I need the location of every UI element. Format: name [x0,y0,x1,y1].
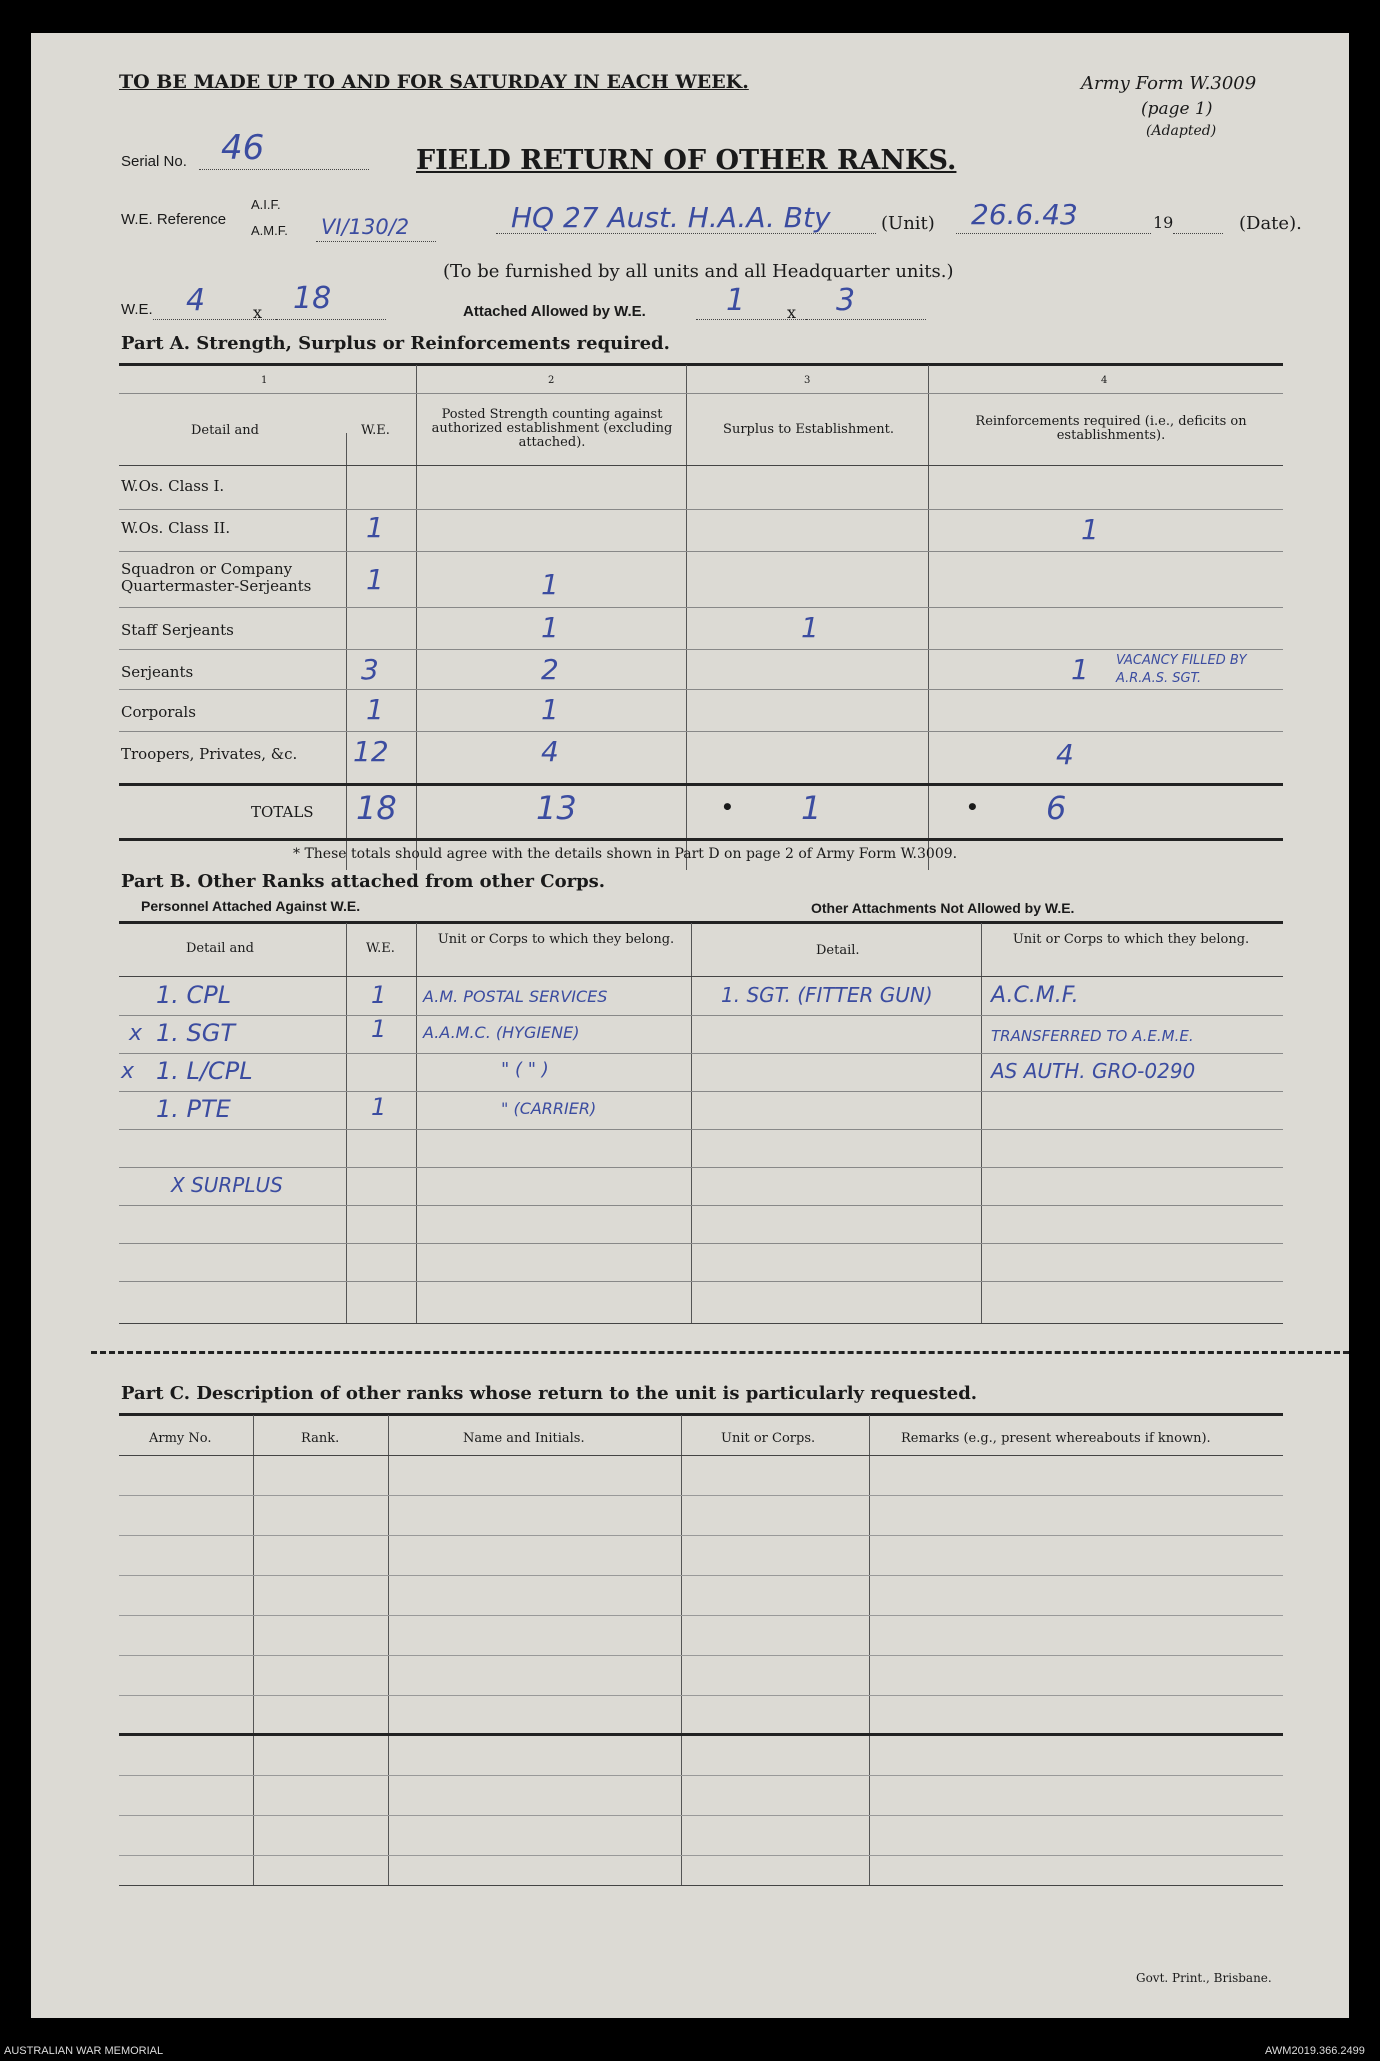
we-reference-label: W.E. Reference [121,211,227,228]
att-a-value: 1 [726,283,746,318]
row-label-wo1: W.Os. Class I. [121,477,225,495]
row-label-privates: Troopers, Privates, &c. [121,745,298,763]
c-col-unit: Unit or Corps. [721,1431,816,1446]
b-other-detail: 1. SGT. (FITTER GUN) [721,983,933,1007]
b-other-unit-3: AS AUTH. GRO-0290 [991,1059,1196,1083]
part-b-title: Part B. Other Ranks attached from other Corps. [121,871,606,892]
b-row-4-detail: 1. PTE [156,1095,231,1123]
part-c-title: Part C. Description of other ranks whose return to the unit is particularly requested. [121,1383,978,1404]
serial-label: Serial No. [121,153,187,170]
b-other-unit-1: A.C.M.F. [991,983,1079,1008]
col-surplus-header: Surplus to Establishment. [723,422,894,437]
vacancy-note-1: VACANCY FILLED BY [1116,653,1247,668]
staff-sgt-posted: 1 [541,611,559,644]
printer-note: Govt. Print., Brisbane. [1136,1971,1272,1985]
b-row-2-detail: 1. SGT [156,1019,236,1047]
privates-we: 12 [353,735,389,768]
col-num-1: 1 [261,375,268,386]
privates-posted: 4 [541,735,559,768]
col-we-header: W.E. [361,423,390,438]
we-reference-value: VI/130/2 [321,215,410,239]
we-label: W.E. [121,301,153,318]
totals-label: TOTALS [251,803,314,821]
tear-line [91,1351,1349,1354]
b-row-1-detail: 1. CPL [156,981,232,1009]
part-b-sub-right: Other Attachments Not Allowed by W.E. [811,900,1075,916]
b-row-4-we: 1 [371,1093,387,1121]
sgt-posted: 2 [541,653,559,686]
col-detail-header: Detail and [191,423,259,438]
furnish-note: (To be furnished by all units and all Headquarter units.) [443,261,954,282]
weekly-instruction: TO BE MADE UP TO AND FOR SATURDAY IN EACH WEEK. [119,71,749,93]
vacancy-note-2: A.R.A.S. SGT. [1116,671,1202,686]
we-a-value: 4 [186,283,206,318]
cpl-posted: 1 [541,693,559,726]
totals-bullet-reinf: • [966,795,979,819]
wo2-reinf: 1 [1081,513,1099,546]
date-value: 26.6.43 [971,198,1078,231]
army-form-number: Army Form W.3009 [1081,73,1257,94]
b-row-2-mark: x [129,1021,143,1046]
row-label-staff-sgt: Staff Serjeants [121,621,234,639]
b-other-unit-2: TRANSFERRED TO A.E.M.E. [991,1027,1194,1045]
adapted-note: (Adapted) [1146,123,1217,139]
form-title: FIELD RETURN OF OTHER RANKS. [416,145,957,176]
date-label: (Date). [1239,213,1302,234]
part-b-sub-left: Personnel Attached Against W.E. [141,898,361,914]
we-x: x [253,303,263,322]
archive-id: AWM2019.366.2499 [1265,2045,1365,2057]
sgt-we: 3 [361,653,379,686]
att-x: x [787,303,797,322]
sgt-reinf: 1 [1071,653,1089,686]
c-col-remarks: Remarks (e.g., present whereabouts if known). [901,1431,1211,1446]
serial-value: 46 [221,128,265,168]
aif-label: A.I.F. [251,197,281,212]
unit-value: HQ 27 Aust. H.A.A. Bty [511,201,831,234]
totals-we: 18 [356,789,397,827]
cqms-posted: 1 [541,568,559,601]
row-label-wo2: W.Os. Class II. [121,519,231,537]
totals-posted: 13 [536,789,577,827]
c-col-army-no: Army No. [149,1431,212,1446]
totals-reinf: 6 [1046,789,1067,827]
privates-reinf: 4 [1056,738,1074,771]
c-col-name: Name and Initials. [463,1431,585,1446]
col-num-3: 3 [804,375,811,386]
amf-label: A.M.F. [251,223,288,238]
totals-surplus: 1 [801,789,822,827]
b-row-4-unit: " (CARRIER) [501,1099,597,1118]
row-label-cqms: Squadron or Company Quartermaster-Serjeants [121,560,312,595]
b-col-unit: Unit or Corps to which they belong. [437,932,675,947]
b-row-1-unit: A.M. POSTAL SERVICES [423,987,608,1006]
c-col-rank: Rank. [301,1431,340,1446]
cpl-we: 1 [366,693,384,726]
col-num-2: 2 [548,375,555,386]
b-col-detail2: Detail. [816,943,860,958]
we-b-value: 18 [293,281,332,316]
page-number: (page 1) [1141,99,1213,119]
b-row-2-we: 1 [371,1015,387,1043]
b-col-unit2: Unit or Corps to which they belong. [1012,932,1250,947]
b-col-we: W.E. [366,941,395,956]
b-row-1-we: 1 [371,981,387,1009]
archive-label: AUSTRALIAN WAR MEMORIAL [4,2045,164,2057]
attached-label: Attached Allowed by W.E. [463,303,646,320]
totals-bullet-surplus: • [721,795,734,819]
staff-sgt-surplus: 1 [801,611,819,644]
wo2-we: 1 [366,511,384,544]
col-posted-header: Posted Strength counting against authorized establishment (excluding attached). [431,407,673,450]
totals-note: * These totals should agree with the details shown in Part D on page 2 of Army Form W.3009. [293,846,958,862]
b-row-3-detail: 1. L/CPL [156,1057,253,1085]
part-a-title: Part A. Strength, Surplus or Reinforcements required. [121,333,670,354]
col-num-4: 4 [1101,375,1108,386]
date-year: 19 [1153,213,1174,232]
col-reinf-header: Reinforcements required (i.e., deficits on establishments). [975,414,1247,443]
cqms-we: 1 [366,563,384,596]
att-b-value: 3 [836,283,856,318]
row-label-cpl: Corporals [121,703,196,721]
b-col-detail: Detail and [186,941,254,956]
b-row-3-unit: " ( " ) [501,1059,549,1080]
b-row-2-unit: A.A.M.C. (HYGIENE) [423,1023,580,1042]
row-label-sgt: Serjeants [121,663,194,681]
form-sheet [31,33,1349,2018]
b-surplus-note: X SURPLUS [171,1173,283,1197]
unit-label: (Unit) [881,213,935,234]
b-row-3-mark: x [121,1059,135,1084]
